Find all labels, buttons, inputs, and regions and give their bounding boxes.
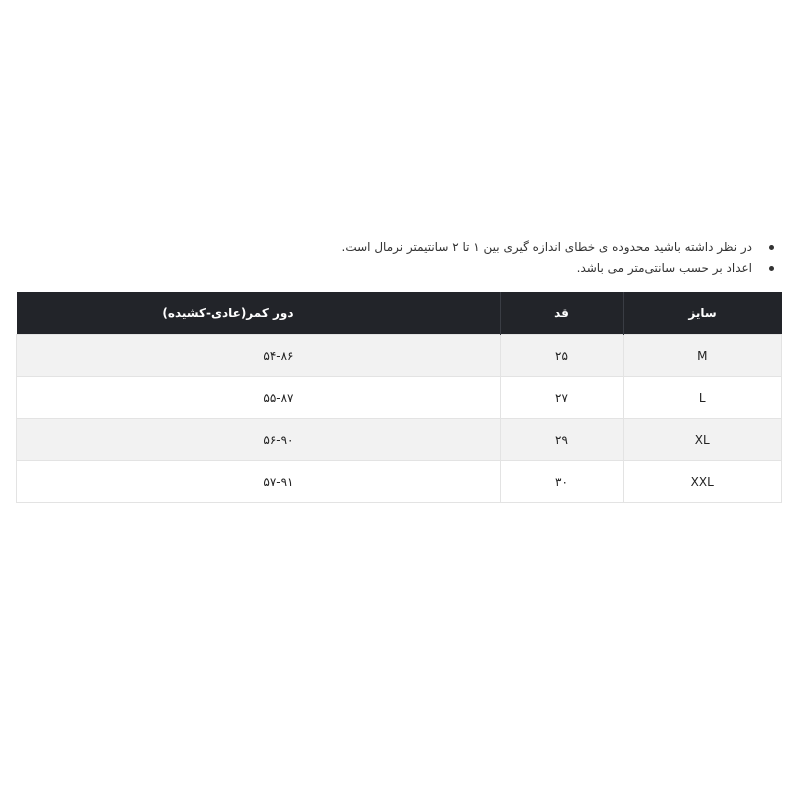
table-header-row bbox=[17, 292, 782, 335]
cell-height: ۳۰ bbox=[500, 461, 623, 503]
cell-size: XL bbox=[623, 419, 782, 461]
notes-list bbox=[36, 237, 776, 279]
cell-height: ۲۷ bbox=[500, 377, 623, 419]
cell-waist: ۵۴-۸۶ bbox=[17, 335, 501, 377]
header-waist: دور کمر(عادی-کشیده) bbox=[17, 292, 501, 335]
note-item bbox=[36, 258, 776, 279]
table-row bbox=[17, 377, 782, 419]
cell-size: L bbox=[623, 377, 782, 419]
table-row bbox=[17, 461, 782, 503]
header-height: قد bbox=[500, 292, 623, 335]
note-item bbox=[36, 237, 776, 258]
cell-size: XXL bbox=[623, 461, 782, 503]
bullet-icon bbox=[769, 266, 774, 271]
cell-waist: ۵۶-۹۰ bbox=[17, 419, 501, 461]
cell-height: ۲۵ bbox=[500, 335, 623, 377]
bullet-icon bbox=[769, 245, 774, 250]
cell-waist: ۵۷-۹۱ bbox=[17, 461, 501, 503]
cell-height: ۲۹ bbox=[500, 419, 623, 461]
header-size: سایز bbox=[623, 292, 782, 335]
note-text: در نظر داشته باشید محدوده ی خطای اندازه گیری بین ۱ تا ۲ سانتیمتر نرمال است. bbox=[341, 240, 752, 254]
table-row bbox=[17, 419, 782, 461]
cell-waist: ۵۵-۸۷ bbox=[17, 377, 501, 419]
table-row bbox=[17, 335, 782, 377]
size-table bbox=[16, 292, 782, 503]
note-text: اعداد بر حسب سانتی‌متر می باشد. bbox=[576, 261, 752, 275]
cell-size: M bbox=[623, 335, 782, 377]
